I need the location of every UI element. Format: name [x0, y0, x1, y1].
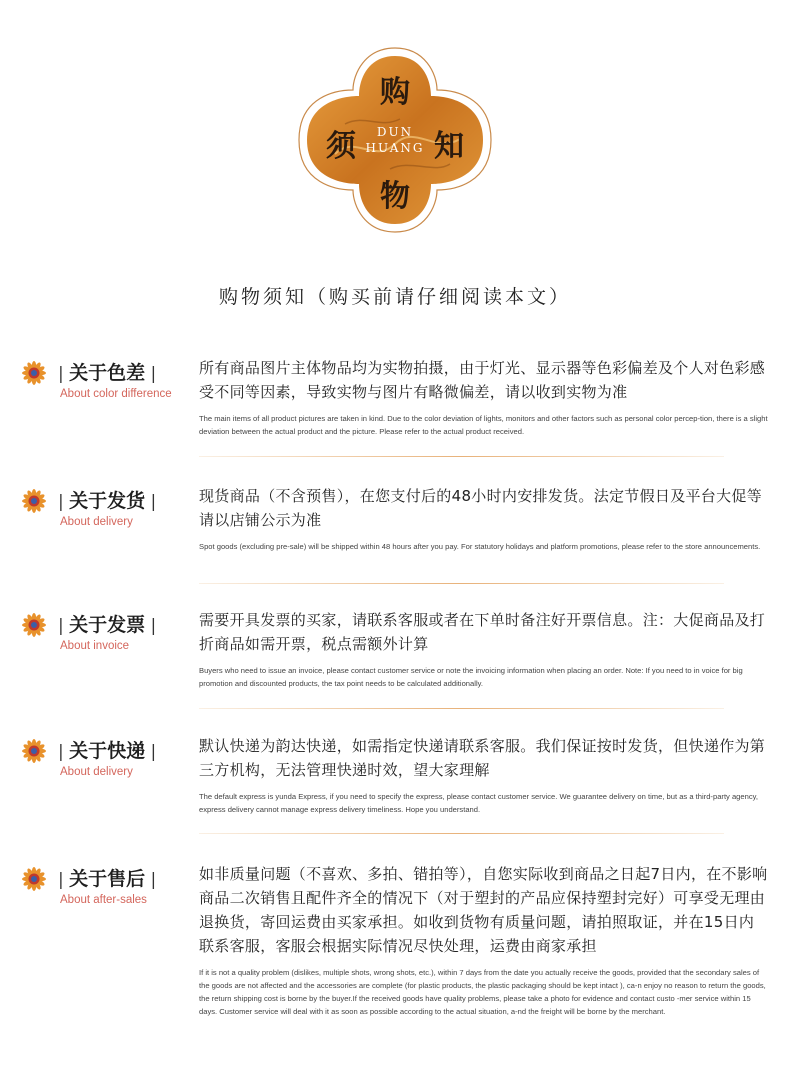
- section-subheading: About color difference: [60, 388, 172, 400]
- flower-icon: [22, 867, 46, 891]
- logo-char-gou: 购: [380, 75, 410, 110]
- section-heading: | 关于快递 |: [58, 740, 157, 762]
- section-text-cn: 默认快递为韵达快递，如需指定快递请联系客服。我们保证按时发货，但快递作为第三方机构，无法管理快递时效，望大家理解: [199, 737, 766, 779]
- flower-icon: [22, 361, 46, 385]
- section-subheading: About delivery: [60, 516, 133, 528]
- section-body: [199, 484, 769, 553]
- section-text-en: The main items of all product pictures are taken in kind. Due to the color deviation of lights, monitors and other factors such as personal color percep-tion, there is a slight deviation between the actual product and the picture. Please refer to the actual product received.: [199, 414, 768, 436]
- section-text-en: Buyers who need to issue an invoice, please contact customer service or note the invoicing information when placing an order. Note: If you need to in voice for big promotion and discounted products, the tax point needs to be calculated additionally.: [199, 666, 743, 688]
- section-body: [199, 734, 769, 816]
- section-text-en: If it is not a quality problem (dislikes, multiple shots, wrong shots, etc.), within 7 days from the date you actually receive the goods, provided that the secondary sales of the goods are not affected and the accessories are complete (for plastic products, the plastic packaging should be kept intact ), ca-n enjoy no reason to return the goods, the return shipping cost is borne by the buyer.If the received goods have quality problems, please take a photo for evidence and contact custo -mer service within 15 days. Customer service will deal with it as soon as possible according to the actual situation, a-nd the freight will be borne by the merchant.: [199, 968, 766, 1016]
- section-heading: | 关于色差 |: [58, 362, 157, 384]
- section-text-en: The default express is yunda Express, if you need to specify the express, please contact customer service. We guarantee delivery on time, but as a third-party agency, express delivery cannot manage express delivery timeliness. Hope you understand.: [199, 792, 758, 814]
- section-text-cn: 现货商品（不含预售），在您支付后的48小时内安排发货。法定节假日及平台大促等请以店铺公示为准: [199, 487, 762, 529]
- section-heading: | 关于售后 |: [58, 868, 157, 890]
- divider: [199, 833, 724, 834]
- divider: [199, 708, 724, 709]
- flower-icon: [22, 489, 46, 513]
- flower-icon: [22, 739, 46, 763]
- flower-icon: [22, 613, 46, 637]
- logo-char-zhi: 知: [434, 129, 464, 164]
- section-body: [199, 356, 769, 438]
- logo-quatrefoil-icon: [295, 44, 495, 236]
- section-subheading: About invoice: [60, 640, 130, 652]
- logo-en-dun: DUN: [376, 125, 414, 139]
- section-text-cn: 如非质量问题（不喜欢、多拍、错拍等），自您实际收到商品之日起7日内，在不影响商品二次销售且配件齐全的情况下（对于塑封的产品应保持塑封完好）可享受无理由退换货，寄回运费由买家承担。如收到货物有质量问题，请拍照取证，并在15日内联系客服，客服会根据实际情况尽快处理，运费由商家承担: [199, 865, 768, 955]
- divider: [199, 456, 724, 457]
- section-subheading: About delivery: [60, 766, 133, 778]
- section-text-en: Spot goods (excluding pre-sale) will be shipped within 48 hours after you pay. For statutory holidays and platform promotions, please refer to the store announcements.: [199, 542, 761, 551]
- logo: [295, 44, 495, 236]
- logo-en-huang: HUANG: [365, 141, 425, 155]
- section-text-cn: 所有商品图片主体物品均为实物拍摄，由于灯光、显示器等色彩偏差及个人对色彩感受不同等因素，导致实物与图片有略微偏差，请以收到实物为准: [199, 359, 766, 401]
- section-heading: | 关于发货 |: [58, 490, 157, 512]
- logo-char-xu: 须: [326, 129, 356, 164]
- section-heading: | 关于发票 |: [58, 614, 157, 636]
- logo-char-wu: 物: [380, 179, 410, 214]
- section-body: [199, 862, 769, 1018]
- divider: [199, 583, 724, 584]
- section-text-cn: 需要开具发票的买家，请联系客服或者在下单时备注好开票信息。注：大促商品及打折商品如需开票，税点需额外计算: [199, 611, 766, 653]
- section-subheading: About after-sales: [60, 894, 147, 906]
- section-body: [199, 608, 769, 690]
- page-title: 购物须知（购买前请仔细阅读本文）: [218, 286, 571, 308]
